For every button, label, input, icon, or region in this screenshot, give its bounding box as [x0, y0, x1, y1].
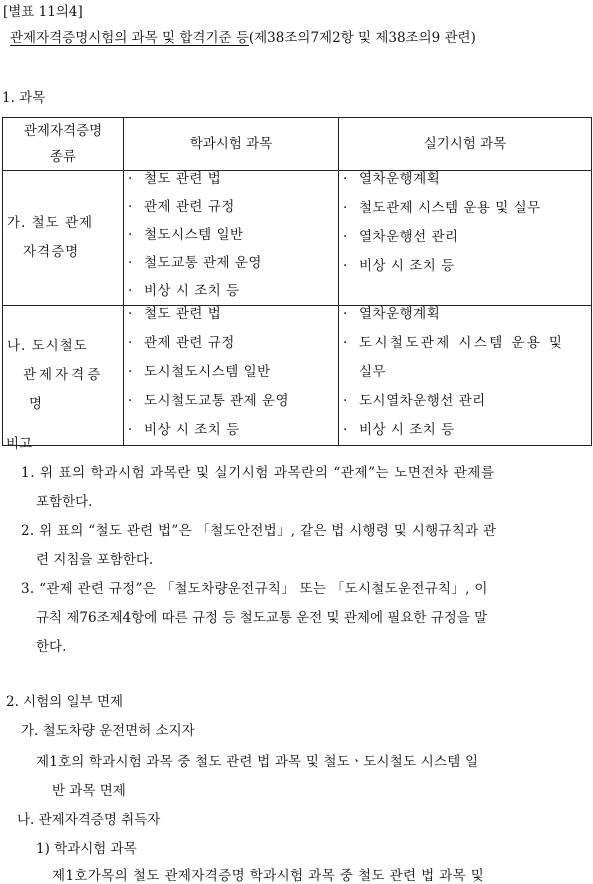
page-title	[10, 26, 476, 46]
list-item: · 철도교통 관제 운영	[128, 255, 262, 271]
list-item: · 비상 시 조치 등	[128, 283, 240, 299]
row2-type-line1: 나. 도시철도	[7, 338, 88, 354]
col-header-type-line2: 종류	[49, 149, 77, 165]
row2-type-line2: 관제자격증	[23, 367, 104, 383]
list-item: · 열차운행계획	[343, 306, 441, 322]
row1-type-line1: 가. 철도 관제	[7, 215, 94, 231]
remark-line: 2. 위 표의 “철도 관련 법”은 「철도안전법」, 같은 법 시행령 및 시행규칙과 관	[21, 523, 497, 539]
section2-item: 1) 학과시험 과목	[36, 841, 137, 857]
remark-line: 1. 위 표의 학과시험 과목란 및 실기시험 과목란의 “관제”는 노면전차 관제를	[21, 465, 495, 481]
row1-academic	[124, 171, 339, 306]
row2-type-line3: 명	[29, 396, 43, 412]
row1-practical	[339, 171, 592, 306]
section2-item: 제1호가목의 철도 관제자격증명 학과시험 과목 중 철도 관련 법 과목 및	[52, 868, 485, 884]
list-item: · 철도 관련 법	[128, 306, 222, 322]
list-item: · 철도 관련 법	[128, 171, 222, 187]
section1-heading: 1. 과목	[2, 90, 46, 106]
remark-line: 한다.	[36, 639, 67, 655]
list-item: · 도시열차운행선 관리	[343, 393, 486, 409]
list-item: · 철도시스템 일반	[128, 227, 244, 243]
list-item: · 도시철도시스템 일반	[128, 364, 271, 380]
row2-type	[3, 306, 124, 446]
subjects-table	[2, 117, 592, 446]
list-item: · 비상 시 조치 등	[343, 422, 455, 438]
col-header-practical: 실기시험 과목	[339, 118, 592, 171]
remark-line: 포함한다.	[36, 494, 93, 510]
remark-line: 련 지침을 포함한다.	[36, 552, 154, 568]
list-item: · 도시철도관제 시스템 운용 및	[343, 335, 565, 351]
list-item-continuation: 실무	[359, 364, 387, 380]
remarks-heading: 비고	[6, 436, 33, 452]
col-header-type	[3, 118, 124, 171]
row1-type	[3, 171, 124, 306]
table-row	[3, 171, 592, 306]
section2-item: 나. 관제자격증명 취득자	[17, 812, 161, 828]
section2-item: 반 과목 면제	[52, 783, 126, 799]
list-item: · 열차운행선 관리	[343, 229, 459, 245]
col-header-academic: 학과시험 과목	[124, 118, 339, 171]
row2-academic	[124, 306, 339, 446]
annex-label: [별표 11의4]	[3, 4, 83, 20]
section2-item: 가. 철도차량 운전면허 소지자	[21, 723, 195, 739]
table-row	[3, 306, 592, 446]
section2-item: 제1호의 학과시험 과목 중 철도 관련 법 과목 및 철도ㆍ도시철도 시스템 일	[36, 754, 479, 770]
remark-line: 3. “관제 관련 규정”은 「철도차량운전규칙」 또는 「도시철도운전규칙」, 이	[21, 581, 488, 597]
list-item: · 열차운행계획	[343, 171, 441, 187]
list-item: · 비상 시 조치 등	[343, 258, 455, 274]
list-item: · 도시철도교통 관제 운영	[128, 393, 289, 409]
page-title-suffix: (제38조의7제2항 및 제38조의9 관련)	[248, 30, 476, 46]
list-item: · 비상 시 조치 등	[128, 422, 240, 438]
section2-heading: 2. 시험의 일부 면제	[6, 694, 124, 710]
list-item: · 관제 관련 규정	[128, 335, 235, 351]
row1-type-line2: 자격증명	[23, 244, 80, 260]
page-title-underlined: 관제자격증명시험의 과목 및 합격기준 등	[10, 30, 249, 46]
list-item: · 관제 관련 규정	[128, 199, 235, 215]
row2-practical	[339, 306, 592, 446]
table-header-row	[3, 118, 592, 171]
remark-line: 규칙 제76조제4항에 따른 규정 등 철도교통 운전 및 관제에 필요한 규정을 말	[36, 610, 488, 626]
list-item: · 철도관제 시스템 운용 및 실무	[343, 200, 541, 216]
col-header-type-line1: 관제자격증명	[23, 123, 103, 139]
